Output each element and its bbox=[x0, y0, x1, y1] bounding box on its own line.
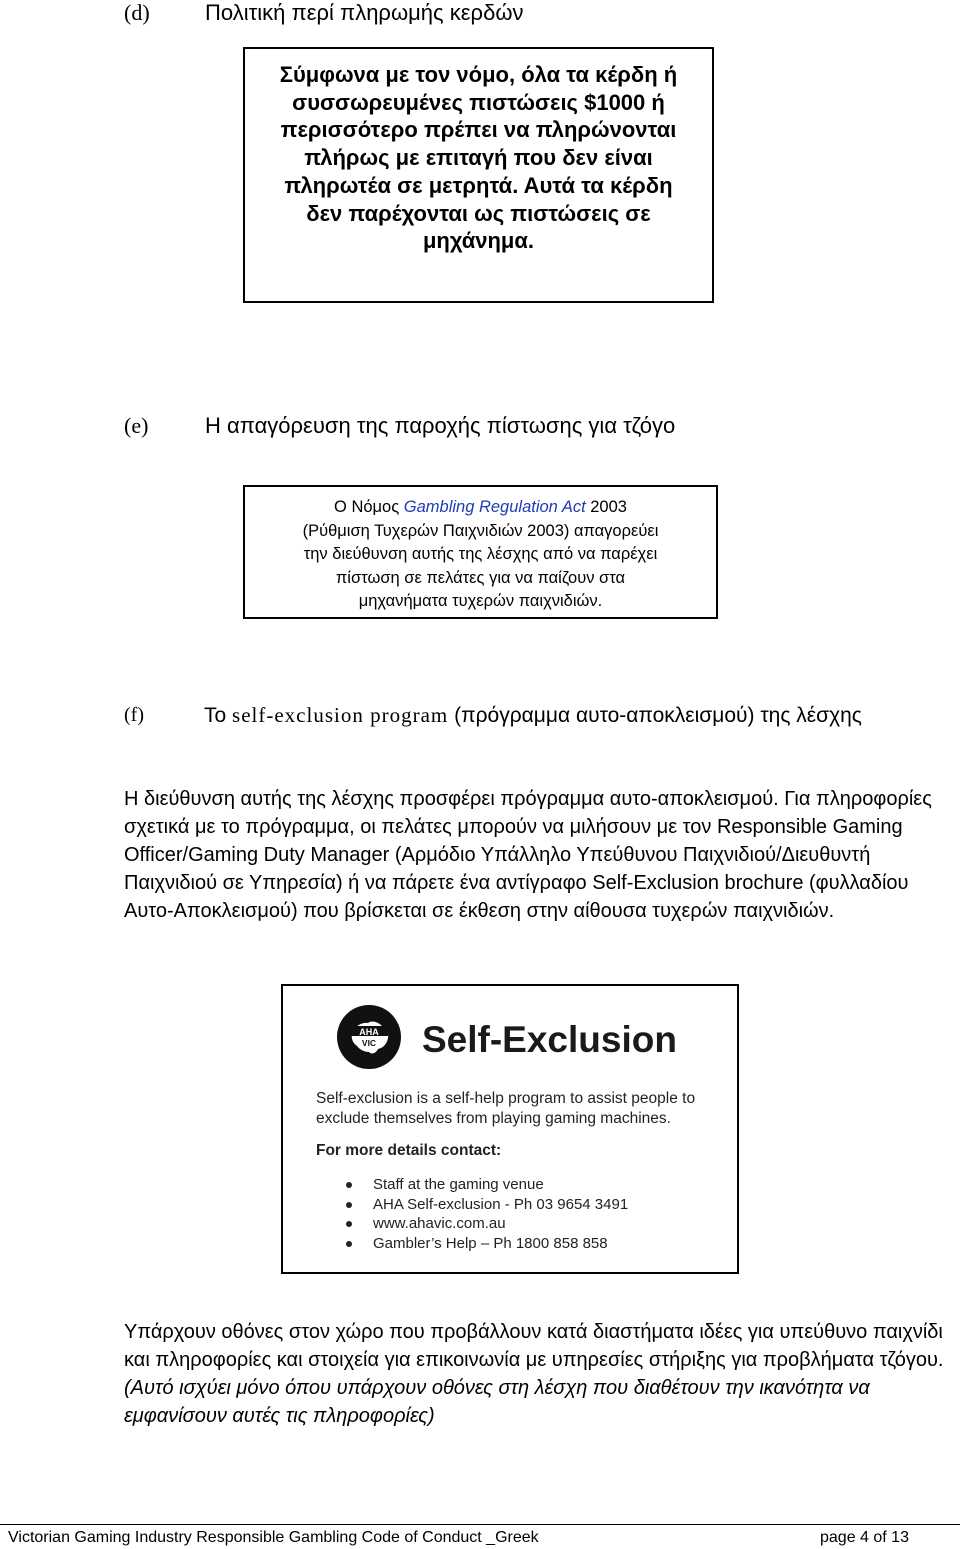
credit-line: πίστωση σε πελάτες για να παίζουν στα bbox=[335, 568, 626, 587]
section-d-heading: Πολιτική περί πληρωμής κερδών bbox=[205, 0, 524, 25]
screens-note: (Αυτό ισχύει μόνο όπου υπάρχουν οθόνες στη λέσχη που διαθέτουν την ικανότητα να εμφανίσουν αυτές τις πληροφορίες) bbox=[124, 1377, 870, 1427]
act-name: Gambling Regulation Act bbox=[403, 498, 586, 516]
credit-line: μηχανήματα τυχερών παιχνιδιών. bbox=[358, 592, 603, 611]
section-d-label: (d) bbox=[124, 0, 150, 25]
heading-program: self-exclusion program bbox=[232, 703, 449, 727]
heading-post: (πρόγραμμα αυτο-αποκλεισμού) της λέσχης bbox=[448, 704, 862, 727]
contact-item: Staff at the gaming venue bbox=[343, 1175, 628, 1195]
footer-document-title: Victorian Gaming Industry Responsible Gambling Code of Conduct _Greek bbox=[8, 1529, 539, 1546]
self-exclusion-paragraph: Η διεύθυνση αυτής της λέσχης προσφέρει πρόγραμμα αυτο-αποκλεισμού. Για πληροφορίες σχετικά με το πρόγραμμα, οι πελάτες μπορούν να μιλήσουν με τον Responsible Gaming Officer/Gaming Duty Manager (Αρμόδιο Υπάλληλο Υπεύθυνου Παιχνιδιού/Διευθυντή Παιχνιδιού σε Υπηρεσία) ή να πάρετε ένα αντίγραφο Self-Exclusion brochure (φυλλαδίου Αυτο-Αποκλεισμού) που βρίσκεται σε έκθεση στην αίθουσα τυχερών παιχνιδιών. bbox=[124, 788, 932, 922]
credit-line: (Ρύθμιση Τυχερών Παιχνιδιών 2003) απαγορεύει bbox=[302, 521, 659, 540]
credit-line: την διεύθυνση αυτής της λέσχης από να παρέχει bbox=[303, 545, 658, 564]
heading-pre: Το bbox=[204, 704, 233, 727]
contact-item: Gambler’s Help – Ph 1800 858 858 bbox=[343, 1234, 628, 1254]
svg-text:VIC: VIC bbox=[361, 1038, 377, 1048]
section-e-heading: Η απαγόρευση της παροχής πίστωσης για τζόγο bbox=[205, 413, 676, 438]
section-e-label: (e) bbox=[124, 413, 149, 438]
section-f-label: (f) bbox=[124, 704, 144, 726]
payout-line: Σύμφωνα με τον νόμο, όλα τα κέρδη ή bbox=[279, 62, 678, 87]
act-prefix: Ο Νόμος bbox=[334, 498, 404, 516]
payout-policy-text bbox=[245, 61, 712, 255]
payout-line: πληρωτέα σε μετρητά. Αυτά τα κέρδη bbox=[284, 172, 673, 198]
contact-item: AHA Self-exclusion - Ph 03 9654 3491 bbox=[343, 1195, 628, 1215]
credit-prohibition-box bbox=[243, 485, 718, 619]
aha-vic-logo-icon bbox=[336, 1004, 402, 1070]
payout-line: συσσωρευμένες πιστώσεις $1000 ή bbox=[292, 89, 665, 115]
screens-paragraph bbox=[124, 1318, 944, 1430]
payout-line: μηχάνημα. bbox=[422, 228, 535, 254]
svg-text:AHA: AHA bbox=[359, 1027, 379, 1037]
credit-prohibition-text bbox=[245, 496, 716, 614]
act-year: 2003 bbox=[585, 498, 627, 516]
footer-divider bbox=[0, 1524, 960, 1525]
self-exclusion-notice bbox=[281, 984, 739, 1274]
section-f-heading bbox=[190, 700, 910, 731]
payout-line: πλήρως με επιταγή που δεν είναι bbox=[304, 145, 653, 171]
self-exclusion-description: Self-exclusion is a self-help program to assist people to exclude themselves from playing gaming machines. bbox=[316, 1090, 696, 1127]
more-details-heading: For more details contact: bbox=[316, 1142, 502, 1159]
contact-list bbox=[343, 1175, 628, 1253]
payout-policy-box bbox=[243, 47, 714, 303]
credit-line-first bbox=[245, 496, 716, 520]
payout-line: δεν παρέχονται ως πιστώσεις σε bbox=[306, 200, 651, 226]
footer-page-number: page 4 of 13 bbox=[820, 1529, 909, 1546]
payout-line: περισσότερο πρέπει να πληρώνονται bbox=[280, 117, 677, 143]
contact-item: www.ahavic.com.au bbox=[343, 1214, 628, 1234]
self-exclusion-title: Self-Exclusion bbox=[422, 1019, 677, 1060]
screens-text: Υπάρχουν οθόνες στον χώρο που προβάλλουν κατά διαστήματα ιδέες για υπεύθυνο παιχνίδι και πληροφορίες και στοιχεία για επικοινωνία με υπηρεσίες στήριξης για προβλήματα τζόγου. bbox=[124, 1321, 944, 1371]
